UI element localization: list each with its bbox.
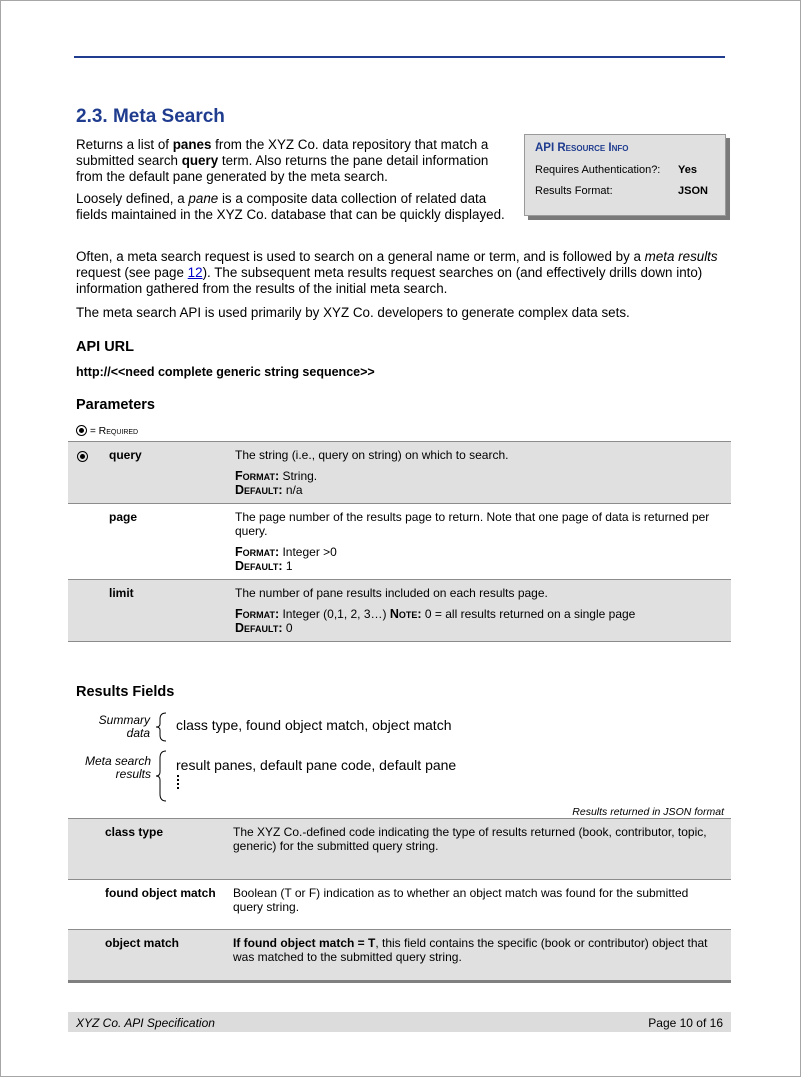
parameters-table [68,441,731,642]
api-url-heading: API URL [76,339,134,355]
page-footer [68,1012,731,1032]
meta-search-fields: result panes, default pane code, default pane [176,757,457,773]
table-row [68,580,731,642]
table-row [68,880,731,930]
required-legend: = Required [76,425,138,437]
param-description: The string (i.e., query on string) on which to search. Format: String. Default: n/a [235,442,731,504]
intro-paragraph-2: Loosely defined, a pane is a composite data collection of related data fields maintained in the XYZ Co. database that can be quickly displayed. [76,191,505,222]
meta-search-results-label: Meta search results [84,754,151,781]
table-row [68,442,731,504]
api-resource-info-box: API Resource Info Requires Authentication?: Yes Results Format: JSON [524,134,726,216]
param-description: The number of pane results included on each results page. Format: Integer (0,1, 2, 3…) Note: 0 = all results returned on a single page Default: 0 [235,580,731,642]
meta-brace-icon [154,750,170,802]
field-description: Boolean (T or F) indication as to whether an object match was found for the submitted query string. [233,880,731,930]
field-name: class type [68,819,233,880]
field-name: object match [68,930,233,982]
footer-doc-title: XYZ Co. API Specification [76,1016,215,1030]
param-name: page [109,504,235,580]
results-fields-table [68,818,731,983]
ellipsis-icon [176,775,180,791]
param-description: The page number of the results page to return. Note that one page of data is returned per query. Format: Integer >0 Default: 1 [235,504,731,580]
param-name: query [109,442,235,504]
param-name: limit [109,580,235,642]
intro-paragraph-3: Often, a meta search request is used to search on a general name or term, and is followed by a meta results request (see page 12). The subsequent meta results request searches on (and effectively drills down into) information gathered from the results of the initial meta search. [76,249,718,296]
summary-brace-icon [154,712,170,742]
table-row [68,819,731,880]
field-name: found object match [68,880,233,930]
summary-data-fields: class type, found object match, object match [176,717,452,733]
table-row [68,504,731,580]
intro-text [76,137,516,229]
field-description: The XYZ Co.-defined code indicating the type of results returned (book, contributor, topic, generic) for the submitted query string. [233,819,731,880]
footer-page-number: Page 10 of 16 [648,1016,723,1030]
summary-data-label: Summary data [98,713,150,740]
info-box-title: API Resource Info [535,142,629,154]
intro-paragraph-4: The meta search API is used primarily by XYZ Co. developers to generate complex data sets. [76,305,630,320]
section-title: 2.3. Meta Search [76,106,225,127]
intro-paragraph-1: Returns a list of panes from the XYZ Co. data repository that match a submitted search query term. Also returns the pane detail information from the default pane generated by the meta search. [76,137,489,184]
results-fields-heading: Results Fields [76,684,175,700]
table-row [68,930,731,982]
required-icon [77,451,88,462]
field-description: If found object match = T, this field contains the specific (book or contributor) object that was matched to the submitted query string. [233,930,731,982]
parameters-heading: Parameters [76,397,155,413]
api-url-value: http://<<need complete generic string sequence>> [76,365,375,379]
json-format-note: Results returned in JSON format [572,806,724,818]
page-12-link[interactable]: 12 [187,265,203,280]
header-rule [74,56,725,58]
required-icon [76,425,87,436]
